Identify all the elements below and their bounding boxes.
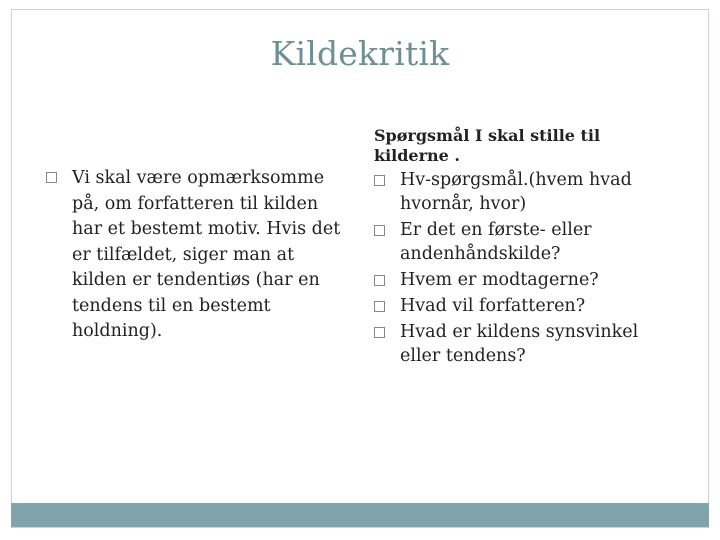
- list-item: [374, 268, 674, 292]
- right-column: [374, 126, 674, 370]
- square-bullet-icon: [374, 327, 385, 338]
- square-bullet-icon: [46, 172, 57, 183]
- list-item: [374, 320, 674, 368]
- square-bullet-icon: [374, 275, 385, 286]
- bullet-text: Hv-spørgsmål.(hvem hvad hvornår, hvor): [400, 170, 632, 214]
- bullet-text: Vi skal være opmærksomme på, om forfatteren til kilden har et bestemt motiv. Hvis det er tilfældet, siger man at kilden er tendentiøs (har en tendens til en bestemt holdning).: [72, 168, 341, 341]
- bullet-text: Hvad vil forfatteren?: [400, 296, 586, 316]
- list-item: [374, 294, 674, 318]
- list-item: [374, 218, 674, 266]
- footer-bar: [11, 503, 709, 527]
- right-bullet-list: [374, 168, 674, 368]
- slide-title: Kildekritik: [270, 34, 450, 73]
- left-bullet-list: [46, 166, 346, 345]
- bullet-text: Hvem er modtagerne?: [400, 270, 599, 290]
- square-bullet-icon: [374, 175, 385, 186]
- list-item: [46, 166, 346, 345]
- square-bullet-icon: [374, 301, 385, 312]
- list-item: [374, 168, 674, 216]
- square-bullet-icon: [374, 225, 385, 236]
- bullet-text: Hvad er kildens synsvinkel eller tendens?: [400, 322, 639, 366]
- left-column: [46, 166, 346, 345]
- bullet-text: Er det en første- eller andenhåndskilde?: [400, 220, 592, 264]
- questions-heading: Spørgsmål I skal stille til kilderne .: [374, 126, 601, 165]
